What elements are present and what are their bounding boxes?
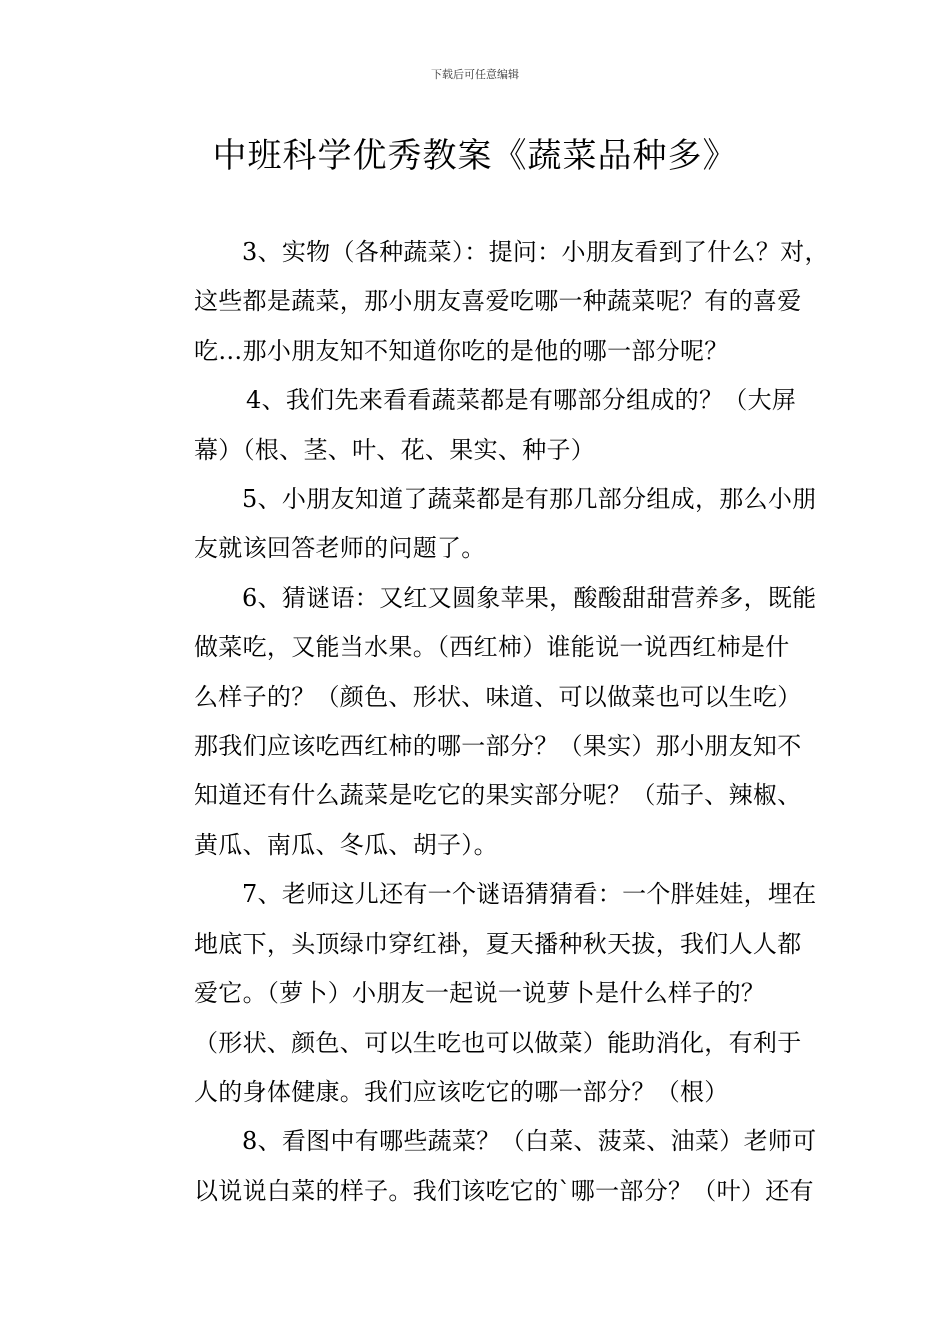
paragraph-8 [146, 1117, 816, 1216]
text-line: 那我们应该吃西红柿的哪一部分？（果实）那小朋友知不 [194, 732, 802, 761]
document-title: 中班科学优秀教案《蔬菜品种多》 [212, 136, 738, 176]
text-line: 5、小朋友知道了蔬菜都是有那几部分组成，那么小朋 [242, 485, 817, 514]
paragraph-6 [146, 574, 816, 870]
document-body [146, 228, 829, 1216]
header-note: 下载后可任意编辑 [431, 68, 519, 81]
text-line: 以说说白菜的样子。我们该吃它的`哪一部分？（叶）还有 [194, 1176, 814, 1205]
text-line: （形状、颜色、可以生吃也可以做菜）能助消化，有利于 [194, 1028, 802, 1057]
text-line: 幕）（根、茎、叶、花、果实、种子） [194, 435, 596, 464]
text-line: 做菜吃，又能当水果。（西红柿）谁能说一说西红柿是什 [194, 633, 790, 662]
text-line: 3、实物（各种蔬菜）：提问：小朋友看到了什么？对， [242, 238, 829, 266]
text-line: 人的身体健康。我们应该吃它的哪一部分？（根） [194, 1077, 729, 1106]
text-line: 这些都是蔬菜，那小朋友喜爱吃哪一种蔬菜呢？有的喜爱 [194, 287, 802, 316]
text-line: 吃…那小朋友知不知道你吃的是他的哪一部分呢？ [194, 336, 729, 365]
text-line: 4、我们先来看看蔬菜都是有哪部分组成的？（大屏 [246, 386, 797, 415]
text-line: 黄瓜、南瓜、冬瓜、胡子）。 [194, 830, 498, 859]
text-line: 么样子的？（颜色、形状、味道、可以做菜也可以生吃） [194, 682, 802, 711]
text-line: 友就该回答老师的问题了。 [194, 534, 486, 563]
text-line: 爱它。（萝卜）小朋友一起说一说萝卜是什么样子的？ [194, 979, 766, 1008]
paragraph-4 [146, 376, 816, 475]
text-line: 地底下，头顶绿巾穿红褂，夏天播种秋天拔，我们人人都 [194, 929, 802, 958]
text-line: 8、看图中有哪些蔬菜？（白菜、菠菜、油菜）老师可 [242, 1127, 817, 1156]
text-line: 7、老师这儿还有一个谜语猜猜看：一个胖娃娃，埋在 [242, 880, 817, 909]
paragraph-7 [146, 870, 816, 1117]
paragraph-5 [146, 475, 816, 574]
paragraph-3 [146, 228, 829, 376]
text-line: 6、猜谜语：又红又圆象苹果，酸酸甜甜营养多，既能 [242, 583, 817, 612]
text-line: 知道还有什么蔬菜是吃它的果实部分呢？（茄子、辣椒、 [194, 781, 802, 810]
